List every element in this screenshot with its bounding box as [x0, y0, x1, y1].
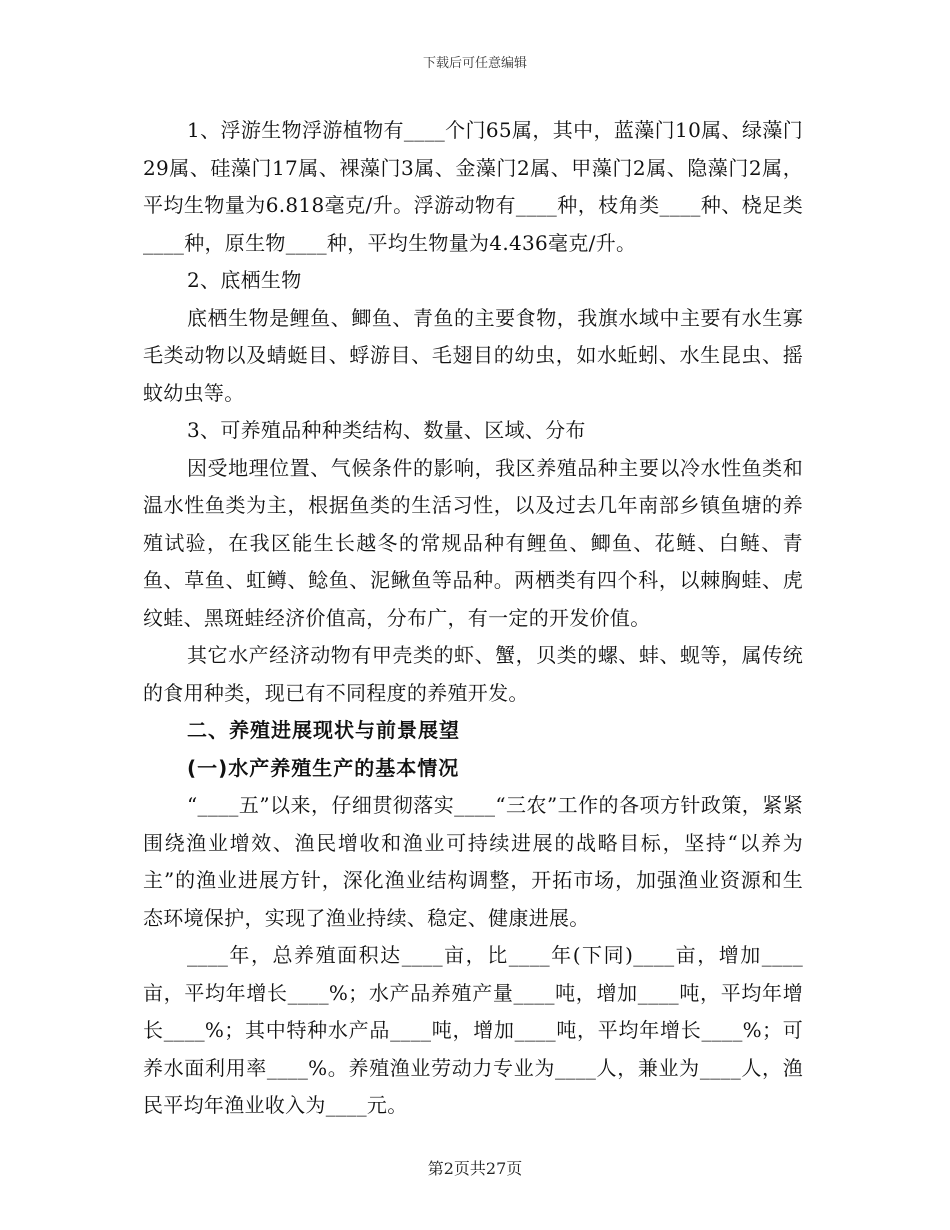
page-header: 下载后可任意编辑: [422, 56, 527, 71]
page-number: 第2页共27页: [427, 1159, 523, 1178]
paragraph-statistics: ____年，总养殖面积达____亩，比____年(下同)____亩，增加____亩，平均年增长____%；水产品养殖产量____吨，增加____吨，平均年增长____%；其中特种水产品____吨，增加____吨，平均年增长____%；可养水面利用率____%。养殖渔业劳动力专业为____人，兼业为____人，渔民平均年渔业收入为____元。: [143, 943, 803, 1117]
paragraph-other-species: 其它水产经济动物有甲壳类的虾、蟹，贝类的螺、蚌、蚬等，属传统的食用种类，现已有不同程度的养殖开发。: [143, 643, 803, 705]
paragraph-species: 因受地理位置、气候条件的影响，我区养殖品种主要以冷水性鱼类和温水性鱼类为主，根据鱼类的生活习性，以及过去几年南部乡镇鱼塘的养殖试验，在我区能生长越冬的常规品种有鲤鱼、鲫鱼、花鲢、白鲢、青鱼、草鱼、虹鳟、鲶鱼、泥鳅鱼等品种。两栖类有四个科，以棘胸蛙、虎纹蛙、黑斑蛙经济价值高，分布广，有一定的开发价值。: [143, 455, 803, 630]
section-heading-species: 3、可养殖品种种类结构、数量、区域、分布: [187, 418, 586, 442]
paragraph-plankton: 1、浮游生物浮游植物有____个门65属，其中，蓝藻门10属、绿藻门29属、硅藻门17属、裸藻门3属、金藻门2属、甲藻门2属、隐藻门2属，平均生物量为6.818毫克/升。浮游动物有____种，枝角类____种、桡足类____种，原生物____种，平均生物量为4.436毫克/升。: [143, 118, 803, 255]
subsection-heading-basic: (一)水产养殖生产的基本情况: [187, 755, 460, 780]
paragraph-policy: “____五”以来，仔细贯彻落实____“三农”工作的各项方针政策，紧紧围绕渔业增效、渔民增收和渔业可持续进展的战略目标，坚持“以养为主”的渔业进展方针，深化渔业结构调整，开拓市场，加强渔业资源和生态环境保护，实现了渔业持续、稳定、健康进展。: [143, 793, 803, 930]
paragraph-benthos: 底栖生物是鲤鱼、鲫鱼、青鱼的主要食物，我旗水域中主要有水生寡毛类动物以及蜻蜓目、蜉游目、毛翅目的幼虫，如水蚯蚓、水生昆虫、摇蚊幼虫等。: [143, 305, 803, 405]
document-body: [143, 112, 803, 1125]
section-heading-benthos: 2、底栖生物: [187, 268, 302, 292]
section-heading-status: 二、养殖进展现状与前景展望: [187, 718, 460, 742]
